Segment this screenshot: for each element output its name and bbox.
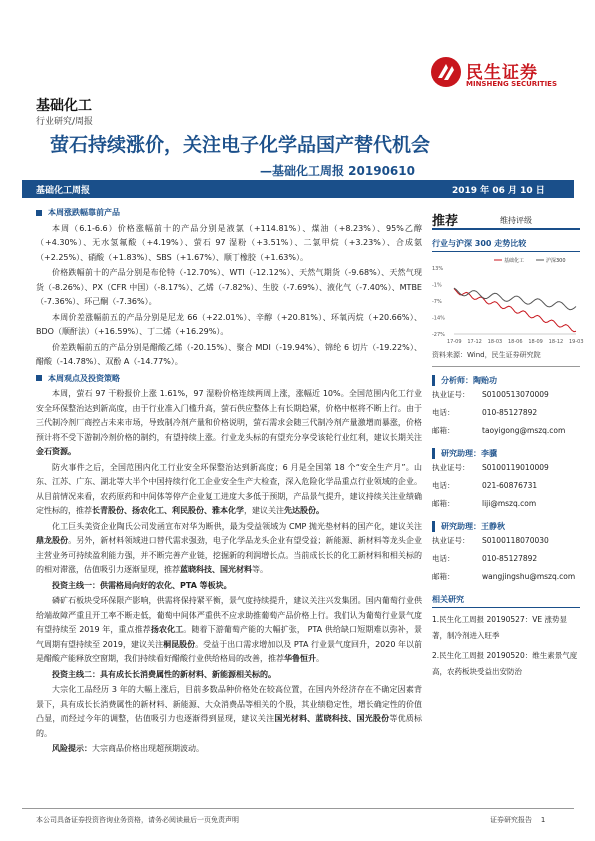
rating-row (432, 204, 580, 230)
report-date: 2019 年 06 月 10 日 (452, 186, 545, 196)
y-tick-label: -1% (432, 282, 442, 289)
paragraph: 防火事件之后，全国范围内化工行业安全环保整治达到新高度；6 月是全国第 18 个“安全生产月”。山东、江苏、广东、湖北等大半个中国持续行化工企业安全生产大检查，深入危险化学品重点行业领域的企业。从目前情况来看，农药原药和中间体等停产企业复工进度大多低于预期，产品景气提升，建议持续关注业绩确定性标的，推荐长青股份、扬农化工、利民股份、雅本化学，建议关注先达股份。 (36, 462, 422, 515)
bullet-square-icon (36, 210, 42, 216)
chart-source: 资料来源：Wind，民生证券研究院 (432, 350, 580, 367)
brand-name-en: MINSHENG SECURITIES (466, 80, 557, 88)
brand-logo (430, 56, 580, 96)
paragraph: 投资主线一：供需格局向好的农化、PTA 等板块。 (52, 580, 232, 590)
comparison-chart (432, 256, 584, 346)
page-number: 1 (540, 816, 546, 824)
paragraph: 价格跌幅前十的产品分别是布伦特（-12.70%）、WTI（-12.12%）、天然气期货（-9.68%）、天然气现货（-8.26%）、PX（CFR 中国）（-8.17%）、乙烯（-7.82%）、生胶（-7.69%）、液化气（-7.40%）、MTBE（-7.36%）、环己酮（-7.36%）。 (36, 268, 422, 306)
series-line-hs300 (454, 288, 576, 310)
x-tick-label: 17-09 (447, 339, 462, 345)
y-tick-label: -7% (432, 299, 442, 305)
chart-title: 行业与沪深 300 走势比较 (432, 238, 580, 252)
analyst-row: 电话： 010-85127892 (432, 554, 538, 563)
analyst-row: 执业证号： S0100513070009 (432, 390, 549, 399)
brand-name-cn: 民生证券 (466, 63, 538, 83)
related-item[interactable]: 2.民生化工周报 20190520：维生素景气度高，农药板块受益出安防治 (432, 651, 578, 676)
paragraph: 化工巨头美资企业陶氏公司发函宣布对华为断供，最为受益领域为 CMP 抛光垫材料的国产化，建议关注鼎龙股份。另外，新材料领域进口替代需求强劲，电子化学品龙头企业有望受益；新能源、新材料等龙头企业主营业务可持续盈利能力强，并不断完善产业链，挖掘新的利润增长点。当前成长长的化工新材料和相关标的的相对滞涨，估值吸引力逐渐显现，推荐蓝晓科技、国光材料等。 (36, 521, 422, 574)
analyst-row: 邮箱： liji@mszq.com (432, 499, 537, 508)
report-type: 行业研究/周报 (36, 117, 94, 127)
section-heading: 本周观点及投资策略 (36, 372, 422, 387)
paragraph: 磷矿石板块受环保限产影响，供需将保持紧平衡，景气度持续提升，建议关注兴发集团。国内葡萄行业供给端故障严重且开工率不断走低，葡萄中间体严重供不应求助推葡萄产品价格上行。我们认为葡萄行业景气度有望持续至 2019 年，重点推荐扬农化工。随着下游葡萄产能的大幅扩张， PTA 供给缺口短期难以弥补，景气周期有望持续至 2019，建议关注桐昆股份。受益于出口需求增加以及 PTA 行业景气度回升，2020 年以前是醋酸产能释放空窗期，我们持续看好醋酸行业供给格局的改善，推荐华鲁恒升。 (36, 596, 423, 663)
x-tick-label: 17-12 (467, 339, 482, 345)
paragraph: 大宗化工品经历 3 年的大幅上涨后，目前多数品种价格处在较高位置，在国内外经济存在不确定因素背景下，具有成长长消费属性的新材料、新能源、大众消费品等相关的个股，其业绩稳定性，增长确定性的价值凸显，而经过今年的调整，估值吸引力也逐渐得到显现，建议关注国光材料、蓝晓科技、国光股份等优质标的。 (36, 685, 423, 738)
page-title: 萤石持续涨价，关注电子化学品国产替代机会 (50, 134, 431, 156)
paragraph: 本周，萤石 97 干粉报价上涨 1.61%，97 湿粉价格连续两周上涨，涨幅近 10%。全国范围内化工行业安全环保整治达到新高度，由于行业准入门槛升高，萤石供应整体上有长期趋紧，价格中枢将不断上行。由于三代制冷剂厂商控占未来市场，导致制冷剂产量和价格说明，萤石需求会随三代制冷剂产量激增而暴涨，价格预计将不受下游制冷剂价格的制约，有望持续上涨。行业龙头标的有望充分享受该轮行业红利，建议长期关注金石资源。 (36, 389, 422, 456)
x-tick-label: 18-03 (487, 339, 503, 345)
legend-label: 沪深300 (546, 258, 566, 264)
footer-right: 证券研究报告 1 (490, 816, 546, 824)
legend-label: 基础化工 (504, 258, 525, 264)
logo-mark-icon (430, 56, 462, 88)
analyst-row: 电话： 021-60876731 (432, 481, 538, 490)
y-tick-label: -27% (432, 332, 445, 338)
analyst-row: 执业证号： S0100119010009 (432, 463, 549, 472)
section-heading: 本周涨跌幅靠前产品 (36, 206, 422, 221)
analyst-heading: 研究助理：王静秋 (432, 521, 580, 532)
sector-label: 基础化工 (36, 98, 92, 114)
x-tick-label: 18-09 (528, 339, 543, 345)
report-subtitle: —基础化工周报 20190610 (260, 164, 415, 178)
paragraph: 风险提示：大宗商品价格出现超预期波动。 (52, 744, 204, 753)
paragraph: 价差跌幅前五的产品分别是醋酸乙烯（-20.15%）、聚合 MDI（-19.94%）、锦纶 6 切片（-19.22%）、醋酸（-14.78%）、双酚 A（-14.77%）。 (36, 342, 422, 366)
related-item[interactable]: 1.民生化工周报 20190527：VE 涨势显著，制冷剂进入旺季 (432, 615, 567, 640)
chart-svg (432, 256, 584, 346)
x-tick-label: 18-12 (548, 339, 564, 345)
analyst-heading: 研究助理：李骥 (432, 448, 580, 459)
analyst-heading: 分析师：陶贻功 (432, 375, 580, 386)
series-line-chemical (454, 289, 576, 332)
x-tick-label: 18-06 (508, 339, 523, 345)
sidebar (432, 204, 584, 680)
main-content (36, 204, 422, 758)
rating-label: 推荐 (432, 214, 459, 229)
paragraph: 本周价差涨幅前五的产品分别是尼龙 66（+22.01%）、辛醇（+20.81%）、环氧丙烷（+20.66%）、BDO（顺酐法）（+16.59%）、丁二烯（+16.29%）。 (36, 312, 422, 336)
paragraph: 本周（6.1-6.6）价格涨幅前十的产品分别是液氯（+114.81%）、煤油（+8.23%）、95%乙醇（+4.30%）、无水氢氟酸（+4.19%）、萤石 97 湿粉（+3.51%）、二氯甲烷（+3.23%）、合成氨（+2.25%）、硝酸（+1.83%）、SBS（+1.67%）、顺丁橡胶（+1.63%）。 (36, 223, 422, 262)
footer-disclaimer: 本公司具备证券投资咨询业务资格，请务必阅读最后一页免责声明 (36, 816, 239, 824)
bullet-square-icon (36, 375, 42, 381)
y-tick-label: -14% (432, 315, 445, 322)
y-tick-label: 13% (432, 266, 444, 272)
footer-divider (22, 808, 574, 809)
analyst-row: 执业证号： S0100118070030 (432, 536, 549, 545)
analyst-row: 电话： 010-85127892 (432, 408, 538, 417)
bar-left-label: 基础化工周报 (36, 186, 91, 196)
analyst-row: 邮箱： taoyigong@mszq.com (432, 426, 566, 435)
analyst-row: 邮箱： wangjingshu@mszq.com (432, 572, 576, 581)
rating-value: 维持评级 (500, 216, 532, 225)
x-tick-label: 19-03 (569, 339, 584, 345)
paragraph: 投资主线二：具有成长长消费属性的新材料、新能源相关标的。 (52, 669, 276, 679)
related-research-heading: 相关研究 (432, 594, 580, 608)
